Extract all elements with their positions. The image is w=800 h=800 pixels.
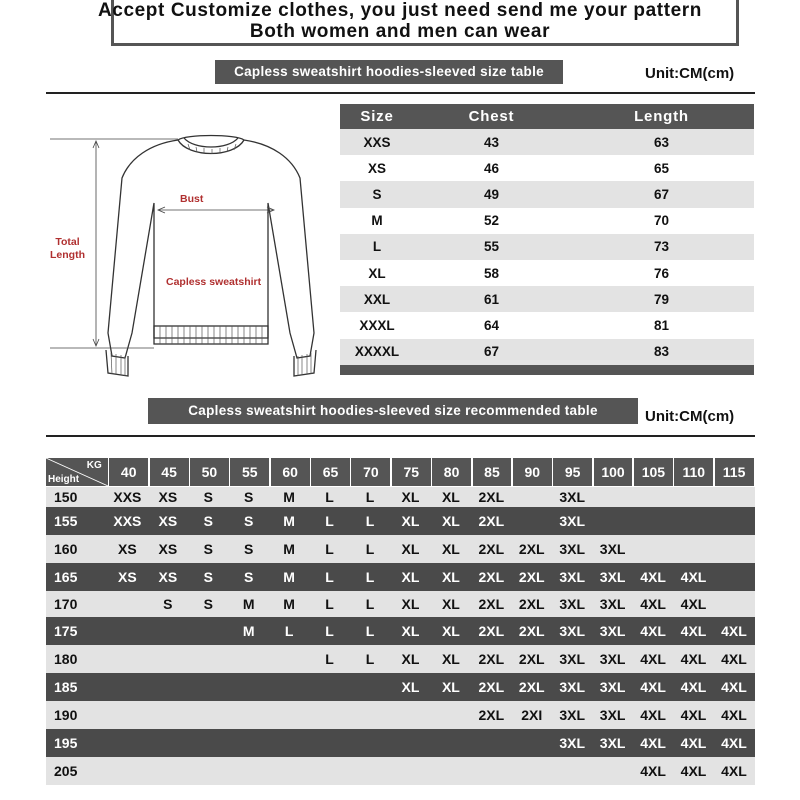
length-cell: 70	[653, 213, 670, 229]
length-cell: 79	[653, 291, 670, 307]
size-recommendation-cell: 2XI	[521, 707, 543, 723]
recommend-table-header	[46, 457, 755, 487]
size-recommendation-cell: L	[325, 623, 334, 639]
height-cell: 155	[54, 513, 78, 529]
size-recommendation-cell: XL	[401, 541, 420, 557]
recommend-table-unit: Unit:CM(cm)	[645, 408, 735, 425]
size-table-body	[340, 129, 754, 365]
length-cell: 67	[653, 186, 670, 202]
size-recommendation-cell: XS	[158, 489, 178, 505]
size-recommendation-cell: L	[284, 623, 294, 639]
size-table-banner: Capless sweatshirt hoodies-sleeved size table	[215, 60, 563, 84]
size-recommendation-cell: 3XL	[559, 489, 586, 505]
size-recommendation-cell: XXS	[113, 513, 142, 529]
length-cell: 63	[653, 134, 670, 150]
weight-header-cell: 105	[634, 458, 673, 486]
size-recommendation-cell: L	[365, 513, 375, 529]
size-recommendation-cell: S	[203, 541, 213, 557]
recommend-table-body	[46, 487, 755, 785]
size-recommendation-cell: XL	[441, 651, 460, 667]
height-cell: 205	[54, 763, 78, 779]
table-row	[340, 155, 754, 181]
size-cell: XS	[367, 160, 386, 176]
chest-cell: 64	[483, 317, 500, 333]
size-recommendation-cell: XL	[401, 623, 420, 639]
length-cell: 76	[653, 265, 670, 281]
size-recommendation-cell: 3XL	[599, 707, 626, 723]
size-recommendation-cell: XL	[441, 541, 460, 557]
size-recommendation-cell: XL	[401, 489, 420, 505]
size-recommendation-cell: 3XL	[599, 569, 626, 585]
size-recommendation-cell: XL	[401, 651, 420, 667]
table-row	[340, 286, 754, 312]
size-cell: XXXL	[359, 317, 395, 333]
size-recommendation-cell: XL	[401, 596, 420, 612]
weight-header-cell: 45	[150, 458, 189, 486]
chest-cell: 55	[483, 239, 500, 255]
weight-header-cell: 80	[432, 458, 471, 486]
size-recommendation-cell: S	[203, 569, 213, 585]
size-recommendation-cell: L	[365, 623, 375, 639]
size-recommendation-cell: 2XL	[518, 679, 545, 695]
weight-header-cell: 60	[271, 458, 310, 486]
height-cell: 195	[54, 735, 78, 751]
size-recommendation-cell: 2XL	[478, 569, 505, 585]
table-row	[46, 487, 755, 507]
weight-header-cell: 55	[230, 458, 269, 486]
weight-header-cell: 100	[594, 458, 633, 486]
size-recommendation-cell: 3XL	[559, 513, 586, 529]
size-recommendation-cell: 4XL	[640, 596, 666, 612]
size-recommendation-cell: 3XL	[599, 679, 626, 695]
size-cell: XXXXL	[354, 344, 400, 360]
size-cell: XXL	[363, 291, 391, 307]
size-recommendation-cell: S	[203, 513, 213, 529]
size-recommendation-cell: XXS	[113, 489, 142, 505]
size-recommendation-cell: L	[325, 489, 334, 505]
height-cell: 185	[54, 679, 78, 695]
size-recommendation-cell: 3XL	[599, 735, 626, 751]
table-row	[46, 535, 755, 563]
size-recommendation-cell: XL	[441, 569, 460, 585]
size-recommendation-cell: XL	[401, 679, 420, 695]
table-row	[46, 617, 755, 645]
weight-header-cell: 50	[190, 458, 229, 486]
size-recommendation-cell: XL	[441, 679, 460, 695]
size-recommendation-cell: 3XL	[559, 735, 586, 751]
size-recommendation-cell: L	[325, 651, 334, 667]
size-recommendation-cell: 4XL	[721, 679, 747, 695]
size-recommendation-cell: 2XL	[478, 679, 505, 695]
size-recommendation-cell: 4XL	[680, 569, 707, 585]
size-recommendation-cell: 3XL	[599, 596, 626, 612]
height-cell: 165	[54, 569, 78, 585]
size-recommendation-cell: 3XL	[559, 596, 586, 612]
table-row	[340, 339, 754, 365]
length-cell: 83	[653, 344, 670, 360]
size-recommendation-cell: 4XL	[680, 735, 707, 751]
size-table-header	[340, 104, 754, 129]
divider	[46, 435, 755, 437]
size-recommendation-cell: 2XL	[478, 707, 505, 723]
table-row	[46, 591, 755, 617]
sweatshirt-outline	[106, 136, 316, 377]
height-cell: 150	[54, 489, 78, 505]
chest-cell: 49	[483, 186, 500, 202]
chest-cell: 43	[483, 134, 500, 150]
size-recommendation-cell: S	[203, 489, 213, 505]
size-recommendation-cell: XS	[158, 541, 178, 557]
size-recommendation-cell: L	[365, 541, 375, 557]
height-cell: 170	[54, 596, 78, 612]
size-recommendation-cell: S	[163, 596, 173, 612]
height-cell: 175	[54, 623, 78, 639]
size-cell: XL	[368, 265, 386, 281]
size-recommendation-cell: 4XL	[640, 735, 666, 751]
size-recommendation-cell: S	[244, 541, 254, 557]
table-row	[340, 312, 754, 338]
size-recommendation-cell: L	[365, 569, 375, 585]
size-recommendation-cell: 2XL	[478, 541, 505, 557]
size-recommendation-cell: 3XL	[559, 623, 586, 639]
size-recommendation-cell: 3XL	[599, 623, 626, 639]
length-cell: 65	[653, 160, 670, 176]
size-recommendation-cell: 4XL	[640, 623, 666, 639]
size-recommendation-cell: L	[325, 596, 334, 612]
weight-header-cell: 40	[109, 458, 148, 486]
corner-height: Height	[48, 474, 80, 485]
size-recommendation-cell: 4XL	[640, 763, 666, 779]
size-recommendation-cell: 2XL	[518, 596, 545, 612]
size-recommendation-cell: 4XL	[640, 651, 666, 667]
sweatshirt-diagram	[50, 128, 340, 390]
size-recommendation-cell: 3XL	[559, 569, 586, 585]
chest-cell: 61	[483, 291, 500, 307]
weight-header-cell: 115	[715, 458, 754, 486]
recommend-table-banner: Capless sweatshirt hoodies-sleeved size recommended table	[148, 398, 638, 424]
size-recommendation-cell: 2XL	[478, 596, 505, 612]
size-recommendation-cell: M	[242, 596, 255, 612]
size-recommendation-cell: L	[365, 651, 375, 667]
recommend-table	[46, 457, 755, 785]
size-recommendation-cell: L	[325, 513, 334, 529]
size-recommendation-cell: XL	[441, 489, 460, 505]
size-recommendation-cell: 4XL	[680, 651, 707, 667]
size-recommendation-cell: 2XL	[478, 513, 505, 529]
garment-caption: Capless sweatshirt	[166, 276, 262, 288]
table-row	[46, 757, 755, 785]
size-recommendation-cell: 2XL	[518, 623, 545, 639]
size-table-unit: Unit:CM(cm)	[645, 65, 735, 82]
table-row	[46, 701, 755, 729]
size-recommendation-cell: 4XL	[640, 569, 666, 585]
size-table	[340, 104, 754, 375]
chest-cell: 52	[483, 213, 500, 229]
size-recommendation-cell: M	[283, 541, 295, 557]
size-cell: XXS	[363, 134, 391, 150]
table-row	[46, 729, 755, 757]
weight-header-cell: 75	[392, 458, 431, 486]
size-recommendation-cell: 4XL	[680, 623, 707, 639]
size-recommendation-cell: 4XL	[680, 596, 707, 612]
corner-kg: KG	[86, 460, 102, 471]
headline-line2: Both women and men can wear	[249, 21, 551, 42]
size-recommendation-cell: L	[365, 596, 375, 612]
size-recommendation-cell: 2XL	[478, 623, 505, 639]
size-recommendation-cell: S	[244, 489, 254, 505]
size-recommendation-cell: 4XL	[640, 707, 666, 723]
chest-cell: 67	[483, 344, 500, 360]
size-recommendation-cell: L	[325, 569, 334, 585]
size-recommendation-cell: 2XL	[518, 541, 545, 557]
size-recommendation-cell: M	[242, 623, 255, 639]
table-row	[46, 645, 755, 673]
table-row	[340, 181, 754, 207]
size-recommendation-cell: 4XL	[721, 763, 747, 779]
size-recommendation-cell: 3XL	[559, 707, 586, 723]
size-recommendation-cell: 4XL	[721, 623, 747, 639]
weight-header-cell: 65	[311, 458, 350, 486]
chest-cell: 46	[483, 160, 500, 176]
height-cell: 180	[54, 651, 78, 667]
col-size: Size	[360, 108, 394, 125]
bust-label: Bust	[180, 193, 204, 205]
size-recommendation-cell: 3XL	[599, 541, 626, 557]
size-recommendation-cell: S	[244, 513, 254, 529]
weight-header-cell: 85	[473, 458, 512, 486]
size-recommendation-cell: 4XL	[680, 707, 707, 723]
divider	[46, 92, 755, 94]
weight-header-cell: 90	[513, 458, 552, 486]
size-recommendation-cell: 2XL	[518, 569, 545, 585]
size-recommendation-cell: L	[365, 489, 375, 505]
total-length-label	[50, 236, 85, 262]
size-recommendation-cell: 4XL	[680, 679, 707, 695]
size-recommendation-cell: XL	[401, 513, 420, 529]
table-row	[340, 208, 754, 234]
table-row	[340, 234, 754, 260]
size-recommendation-cell: M	[283, 489, 295, 505]
size-recommendation-cell: XL	[441, 513, 460, 529]
size-recommendation-cell: 2XL	[478, 489, 505, 505]
size-recommendation-cell: 3XL	[559, 651, 586, 667]
table-row	[46, 507, 755, 535]
height-cell: 160	[54, 541, 78, 557]
table-row	[340, 129, 754, 155]
ribbing-lines	[111, 144, 311, 376]
table-row	[46, 563, 755, 591]
table-row	[46, 673, 755, 701]
size-recommendation-cell: S	[244, 569, 254, 585]
size-recommendation-cell: XS	[118, 569, 137, 585]
headline	[0, 0, 800, 42]
weight-header-cell: 70	[351, 458, 390, 486]
corner-cell	[46, 458, 108, 486]
size-recommendation-cell: XL	[441, 596, 460, 612]
total-length-line1: Total	[55, 236, 80, 248]
size-recommendation-cell: M	[283, 596, 295, 612]
weight-header-cell: 95	[553, 458, 592, 486]
size-recommendation-cell: 3XL	[559, 679, 586, 695]
height-cell: 190	[54, 707, 78, 723]
size-recommendation-cell: 4XL	[721, 707, 747, 723]
size-recommendation-cell: 3XL	[559, 541, 586, 557]
size-recommendation-cell: 4XL	[721, 735, 747, 751]
size-recommendation-cell: XS	[118, 541, 137, 557]
col-chest: Chest	[468, 108, 515, 125]
size-recommendation-cell: 4XL	[640, 679, 666, 695]
length-cell: 81	[653, 317, 670, 333]
size-table-footer	[340, 365, 754, 375]
size-recommendation-cell: 4XL	[721, 651, 747, 667]
table-row	[340, 260, 754, 286]
size-recommendation-cell: M	[283, 513, 295, 529]
size-recommendation-cell: XS	[158, 569, 178, 585]
size-cell: S	[372, 186, 382, 202]
size-recommendation-cell: 3XL	[599, 651, 626, 667]
size-recommendation-cell: 4XL	[680, 763, 707, 779]
headline-line1: Accept Customize clothes, you just need send me your pattern	[97, 0, 702, 21]
size-recommendation-cell: XL	[441, 623, 460, 639]
size-recommendation-cell: 2XL	[518, 651, 545, 667]
size-cell: L	[372, 239, 382, 255]
length-cell: 73	[653, 239, 670, 255]
size-recommendation-cell: 2XL	[478, 651, 505, 667]
chest-cell: 58	[483, 265, 500, 281]
weight-header-cell: 110	[674, 458, 713, 486]
size-recommendation-cell: S	[203, 596, 213, 612]
size-recommendation-cell: M	[283, 569, 295, 585]
size-recommendation-cell: L	[325, 541, 334, 557]
col-length: Length	[634, 108, 689, 125]
size-recommendation-cell: XL	[401, 569, 420, 585]
total-length-line2: Length	[50, 249, 85, 261]
size-cell: M	[371, 213, 383, 229]
size-recommendation-cell: XS	[158, 513, 178, 529]
